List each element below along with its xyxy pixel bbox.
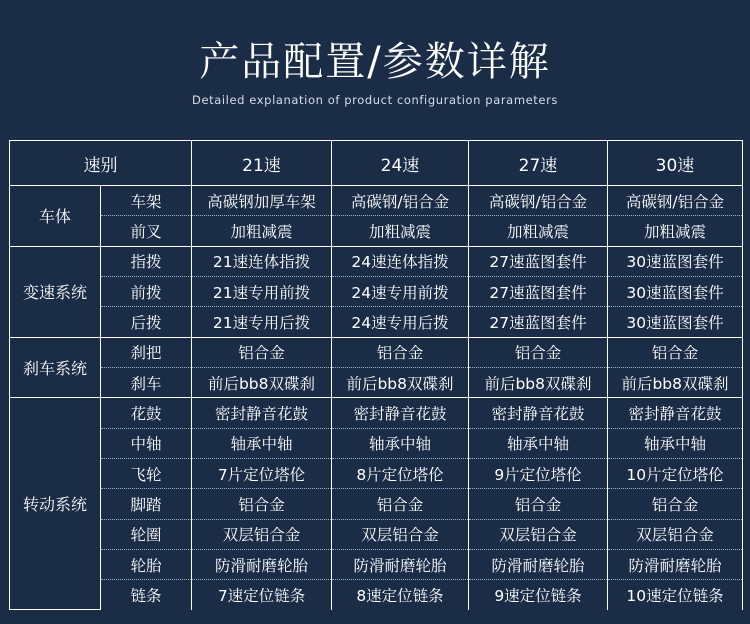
table-cell: 铝合金: [469, 489, 608, 519]
table-cell: 轴承中轴: [608, 428, 743, 458]
row-label: 前叉: [101, 216, 192, 246]
table-cell: 7片定位塔伦: [192, 458, 332, 488]
table-cell: 27速蓝图套件: [469, 307, 608, 337]
table-cell: 高碳钢加厚车架: [192, 186, 332, 216]
table-cell: 前后bb8双碟刹: [608, 367, 743, 397]
group-label: 刹车系统: [10, 337, 101, 398]
table-cell: 高碳钢/铝合金: [608, 186, 743, 216]
table-cell: 双层铝合金: [192, 519, 332, 549]
header-col-30: 30速: [608, 141, 743, 186]
row-label: 飞轮: [101, 458, 192, 488]
row-label: 轮胎: [101, 549, 192, 579]
table-cell: 密封静音花鼓: [469, 398, 608, 428]
table-cell: 铝合金: [192, 489, 332, 519]
table-cell: 24速专用前拨: [332, 276, 469, 306]
row-label: 前拨: [101, 276, 192, 306]
table-row: [10, 458, 743, 488]
table-cell: 加粗减震: [608, 216, 743, 246]
row-label: 指拨: [101, 246, 192, 276]
table-cell: 双层铝合金: [608, 519, 743, 549]
table-cell: 铝合金: [192, 337, 332, 367]
table-cell: 加粗减震: [192, 216, 332, 246]
table-cell: 铝合金: [469, 337, 608, 367]
table-cell: 密封静音花鼓: [608, 398, 743, 428]
header-col-24: 24速: [332, 141, 469, 186]
table-cell: 加粗减震: [469, 216, 608, 246]
table-cell: 7速定位链条: [192, 580, 332, 610]
table-cell: 21速专用前拨: [192, 276, 332, 306]
row-label: 链条: [101, 580, 192, 610]
table-cell: 24速连体指拨: [332, 246, 469, 276]
table-cell: 21速专用后拨: [192, 307, 332, 337]
row-label: 花鼓: [101, 398, 192, 428]
table-row: [10, 307, 743, 337]
table-cell: 10速定位链条: [608, 580, 743, 610]
row-label: 脚踏: [101, 489, 192, 519]
table-cell: 前后bb8双碟刹: [469, 367, 608, 397]
table-cell: 双层铝合金: [469, 519, 608, 549]
table-cell: 防滑耐磨轮胎: [469, 549, 608, 579]
table-cell: 防滑耐磨轮胎: [608, 549, 743, 579]
group-label: 转动系统: [10, 398, 101, 610]
table-cell: 铝合金: [608, 337, 743, 367]
table-cell: 30速蓝图套件: [608, 307, 743, 337]
table-cell: 前后bb8双碟刹: [332, 367, 469, 397]
group-label: 车体: [10, 186, 101, 247]
table-cell: 铝合金: [332, 337, 469, 367]
table-cell: 27速蓝图套件: [469, 246, 608, 276]
table-cell: 轴承中轴: [469, 428, 608, 458]
row-label: 后拨: [101, 307, 192, 337]
table-cell: 10片定位塔伦: [608, 458, 743, 488]
header-col-27: 27速: [469, 141, 608, 186]
table-row: [10, 246, 743, 276]
table-cell: 9速定位链条: [469, 580, 608, 610]
header-col-21: 21速: [192, 141, 332, 186]
table-row: [10, 428, 743, 458]
table-header-row: [10, 141, 743, 186]
table-row: [10, 398, 743, 428]
page-subtitle: Detailed explanation of product configuration parameters: [191, 93, 559, 107]
group-label: 变速系统: [10, 246, 101, 337]
table-cell: 轴承中轴: [332, 428, 469, 458]
table-row: [10, 276, 743, 306]
table-cell: 铝合金: [332, 489, 469, 519]
table-cell: 21速连体指拨: [192, 246, 332, 276]
table-cell: 加粗减震: [332, 216, 469, 246]
table-row: [10, 519, 743, 549]
table-cell: 防滑耐磨轮胎: [192, 549, 332, 579]
table-cell: 前后bb8双碟刹: [192, 367, 332, 397]
spec-table-body: [10, 141, 743, 610]
header-speed-label: 速别: [10, 141, 192, 186]
row-label: 刹把: [101, 337, 192, 367]
table-cell: 双层铝合金: [332, 519, 469, 549]
table-row: [10, 186, 743, 216]
table-cell: 30速蓝图套件: [608, 246, 743, 276]
table-cell: 高碳钢/铝合金: [332, 186, 469, 216]
table-row: [10, 367, 743, 397]
row-label: 中轴: [101, 428, 192, 458]
row-label: 轮圈: [101, 519, 192, 549]
table-cell: 密封静音花鼓: [332, 398, 469, 428]
table-cell: 24速专用后拨: [332, 307, 469, 337]
table-row: [10, 580, 743, 610]
spec-table: [9, 140, 743, 610]
table-row: [10, 337, 743, 367]
table-cell: 30速蓝图套件: [608, 276, 743, 306]
table-row: [10, 216, 743, 246]
table-cell: 铝合金: [608, 489, 743, 519]
table-row: [10, 549, 743, 579]
table-cell: 9片定位塔伦: [469, 458, 608, 488]
table-cell: 密封静音花鼓: [192, 398, 332, 428]
table-cell: 8速定位链条: [332, 580, 469, 610]
table-cell: 8片定位塔伦: [332, 458, 469, 488]
page-title: 产品配置/参数详解: [199, 39, 551, 85]
table-row: [10, 489, 743, 519]
row-label: 车架: [101, 186, 192, 216]
table-cell: 轴承中轴: [192, 428, 332, 458]
table-cell: 27速蓝图套件: [469, 276, 608, 306]
table-cell: 防滑耐磨轮胎: [332, 549, 469, 579]
table-cell: 高碳钢/铝合金: [469, 186, 608, 216]
row-label: 刹车: [101, 367, 192, 397]
